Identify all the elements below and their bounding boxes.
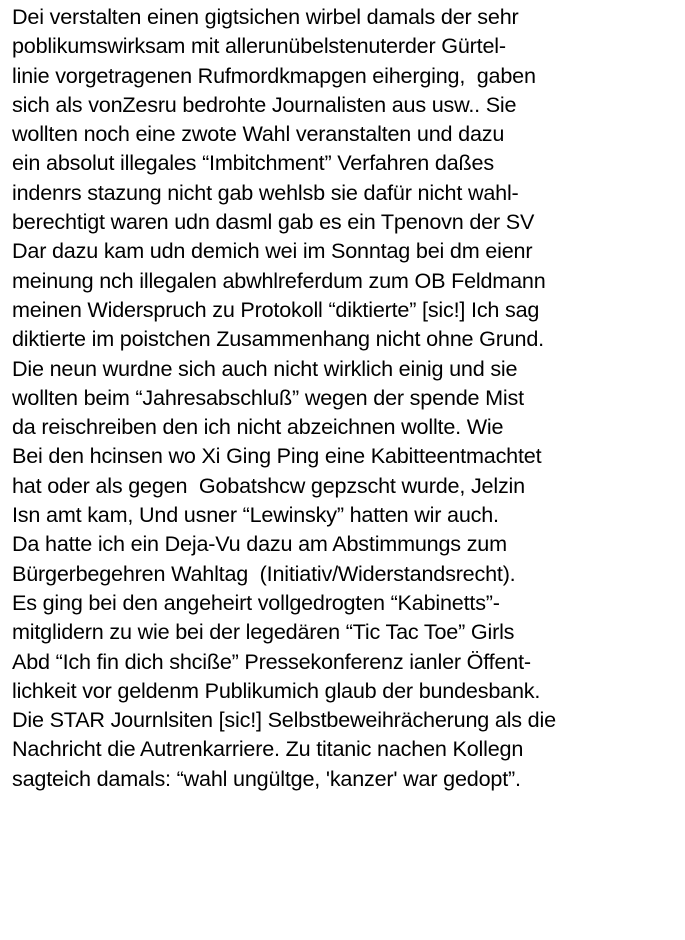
text-line-24: lichkeit vor geldenm Publikumich glaub der bundesbank. [12, 677, 541, 703]
text-line-22: mitglidern zu wie bei der legedären “Tic Tac Toe” Girls [12, 619, 515, 645]
text-line-13: Die neun wurdne sich auch nicht wirklich einig und sie [12, 355, 518, 381]
text-line-5: wollten noch eine zwote Wahl veranstalten und dazu [12, 121, 505, 147]
text-line-8: berechtigt waren udn dasml gab es ein Tpenovn der SV [12, 209, 535, 235]
text-line-14: wollten beim “Jahresabschluß” wegen der spende Mist [12, 384, 524, 410]
text-line-3: linie vorgetragenen Rufmordkmapgen eiherging, gaben [12, 62, 536, 88]
text-line-25: Die STAR Journlsiten [sic!] Selbstbeweihrächerung als die [12, 707, 556, 733]
text-line-16: Bei den hcinsen wo Xi Ging Ping eine Kabitteentmachtet [12, 443, 542, 469]
text-line-19: Da hatte ich ein Deja-Vu dazu am Abstimmungs zum [12, 531, 507, 557]
body-text [12, 2, 682, 793]
text-line-21: Es ging bei den angeheirt vollgedrogten “Kabinetts”- [12, 589, 500, 615]
text-line-4: sich als vonZesru bedrohte Journalisten aus usw.. Sie [12, 91, 517, 117]
text-line-6: ein absolut illegales “Imbitchment” Verfahren daßes [12, 150, 494, 176]
text-line-27: sagteich damals: “wahl ungültge, 'kanzer' war gedopt”. [12, 765, 521, 791]
text-line-2: poblikumswirksam mit allerunübelstenuterder Gürtel- [12, 33, 506, 59]
text-line-18: Isn amt kam, Und usner “Lewinsky” hatten wir auch. [12, 502, 499, 528]
text-line-1: Dei verstalten einen gigtsichen wirbel damals der sehr [12, 4, 519, 29]
text-line-7: indenrs stazung nicht gab wehlsb sie dafür nicht wahl- [12, 179, 519, 205]
text-line-10: meinung nch illegalen abwhlreferdum zum OB Feldmann [12, 267, 546, 293]
text-line-17: hat oder als gegen Gobatshcw gepzscht wurde, Jelzin [12, 472, 525, 498]
text-line-12: diktierte im poistchen Zusammenhang nicht ohne Grund. [12, 326, 544, 352]
text-line-23: Abd “Ich fin dich shcißе” Pressekonferenz ianler Öffent- [12, 648, 531, 674]
text-line-20: Bürgerbegehren Wahltag (Initiativ/Widerstandsrecht). [12, 560, 516, 586]
text-line-9: Dar dazu kam udn demich wei im Sonntag bei dm eienr [12, 238, 533, 264]
text-line-11: meinen Widerspruch zu Protokoll “diktierte” [sic!] Ich sag [12, 296, 540, 322]
text-line-15: da reischreiben den ich nicht abzeichnen wollte. Wie [12, 414, 504, 440]
text-line-26: Nachricht die Autrenkarriere. Zu titanic nachen Kollegn [12, 736, 524, 762]
